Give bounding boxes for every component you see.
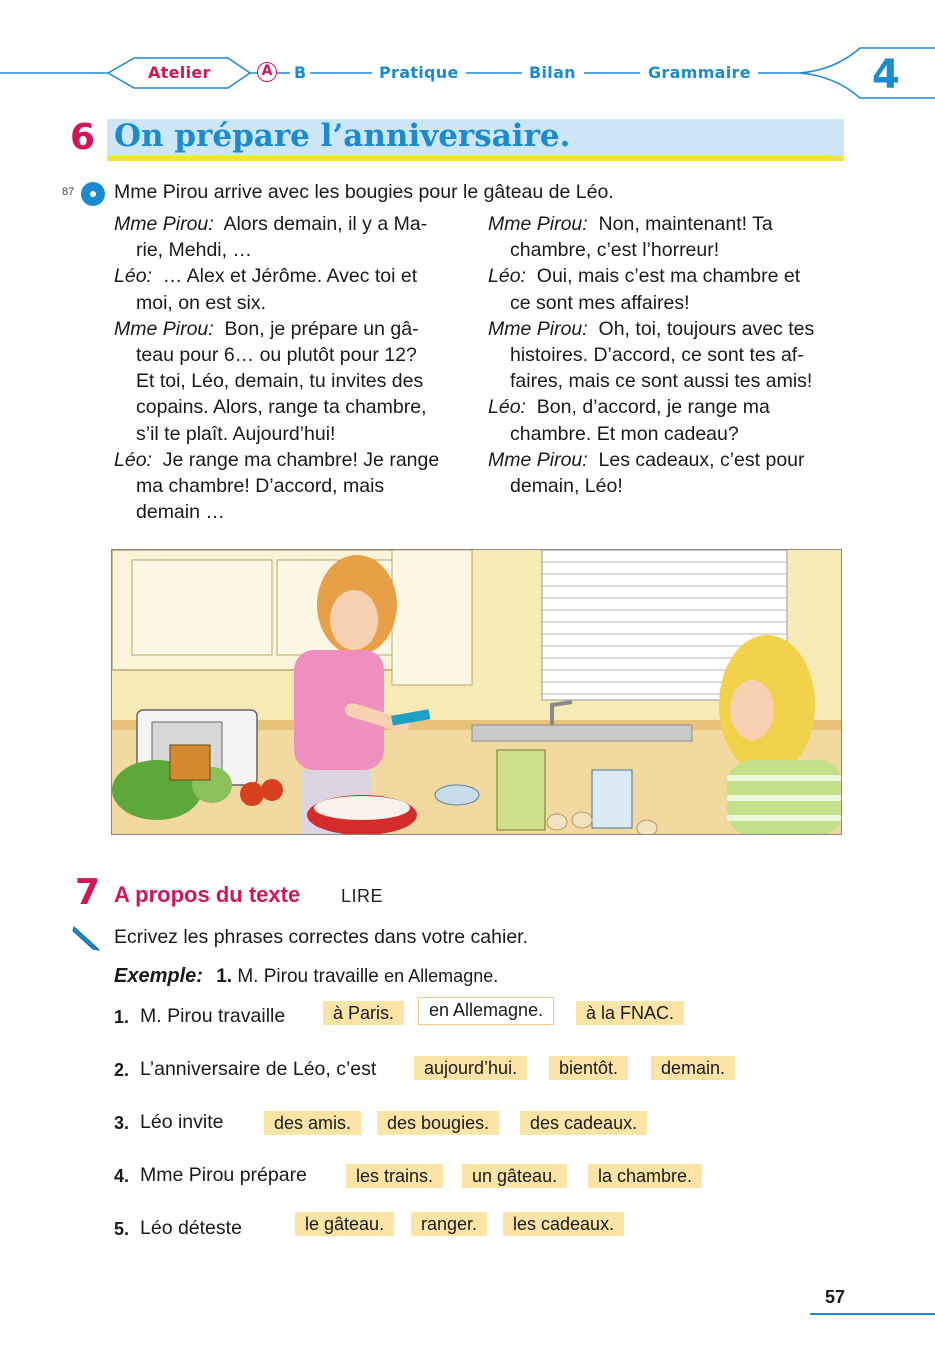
example-number: 1. [216, 966, 233, 987]
dialogue-line: Et toi, Léo, demain, tu invites des [136, 370, 424, 393]
dialogue-line: ce sont mes affaires! [510, 291, 690, 314]
section-7-title: A propos du texte [114, 882, 301, 907]
question-3-text: Léo invite [140, 1111, 224, 1133]
dialogue-left-column [114, 211, 464, 525]
question-1-number: 1. [114, 1007, 130, 1027]
question-2-number: 2. [114, 1060, 130, 1080]
dialogue-line: Bon, je prépare un gâ- [224, 317, 419, 340]
section-6-intro: Mme Pirou arrive avec les bougies pour le gâteau de Léo. [114, 181, 614, 203]
speaker-label: Mme Pirou: [114, 213, 214, 235]
nav-grammaire[interactable]: Grammaire [648, 63, 751, 82]
dialogue-line: copains. Alors, range ta chambre, [136, 396, 427, 419]
question-2-text: L’anniversaire de Léo, c’est [140, 1058, 377, 1080]
question-5-option-3[interactable]: les cadeaux. [503, 1212, 624, 1236]
question-4-option-1[interactable]: les trains. [346, 1164, 443, 1188]
dialogue-turn [114, 316, 464, 447]
question-4-option-2[interactable]: un gâteau. [462, 1164, 567, 1188]
speaker-label: Léo: [488, 265, 526, 288]
question-1-text: M. Pirou travaille [140, 1005, 286, 1027]
dialogue-line: Alors demain, il y a Ma- [223, 213, 428, 235]
dialogue-turn [114, 263, 464, 315]
dialogue-line: faires, mais ce sont aussi tes amis! [510, 370, 813, 393]
dialogue-line: s’il te plaît. Aujourd’hui! [136, 422, 336, 445]
speaker-label: Mme Pirou: [114, 317, 214, 340]
question-3-option-3[interactable]: des cadeaux. [520, 1111, 647, 1135]
question-5-number: 5. [114, 1219, 130, 1239]
section-6-number: 6 [70, 117, 96, 158]
question-1-option-2[interactable]: en Allemagne. [418, 997, 554, 1025]
dialogue-line: Je range ma chambre! Je range [162, 448, 440, 471]
speaker-label: Léo: [114, 265, 152, 288]
question-2-option-3[interactable]: demain. [651, 1056, 735, 1080]
question-4-text: Mme Pirou prépare [140, 1164, 307, 1186]
nav-section-b[interactable]: B [294, 63, 307, 82]
example-answer: en Allemagne. [384, 966, 499, 986]
example-text: M. Pirou travaille [237, 966, 379, 987]
dialogue-turn [488, 263, 843, 315]
dialogue-line: teau pour 6… ou plutôt pour 12? [136, 344, 417, 367]
audio-cd-icon[interactable] [81, 182, 105, 206]
section-6-title: On prépare l’anniversaire. [114, 118, 571, 154]
question-5-option-2[interactable]: ranger. [411, 1212, 487, 1236]
question-2-option-2[interactable]: bientôt. [549, 1056, 628, 1080]
dialogue-turn [114, 447, 464, 526]
page-number-rule [810, 1313, 935, 1315]
nav-bilan[interactable]: Bilan [529, 63, 576, 82]
question-5-text: Léo déteste [140, 1217, 242, 1239]
question-1-option-1[interactable]: à Paris. [323, 1001, 404, 1025]
question-4-option-3[interactable]: la chambre. [588, 1164, 702, 1188]
audio-track-number: 87 [62, 186, 75, 198]
nav-atelier[interactable]: Atelier [148, 63, 211, 82]
dialogue-line: rie, Mehdi, … [136, 239, 252, 262]
dialogue-turn [488, 447, 843, 499]
nav-decoration [0, 40, 935, 110]
dialogue-line: moi, on est six. [136, 291, 267, 314]
speaker-label: Léo: [488, 396, 526, 419]
dialogue-line: Bon, d’accord, je range ma [536, 396, 770, 419]
question-4-number: 4. [114, 1166, 130, 1186]
nav-pratique[interactable]: Pratique [379, 63, 459, 82]
dialogue-line: Oh, toi, toujours avec tes [598, 317, 815, 340]
question-3-number: 3. [114, 1113, 130, 1133]
pencil-icon [71, 924, 101, 952]
dialogue-line: ma chambre! D’accord, mais [136, 475, 385, 498]
dialogue-line: chambre. Et mon cadeau? [510, 422, 739, 445]
page-number: 57 [825, 1287, 846, 1307]
dialogue-line: Les cadeaux, c’est pour [598, 448, 805, 471]
dialogue-turn [488, 394, 843, 446]
dialogue-turn [488, 316, 843, 395]
dialogue-right-column [488, 211, 843, 499]
dialogue-line: demain … [136, 501, 225, 524]
chapter-number: 4 [872, 52, 900, 98]
question-1-option-3[interactable]: à la FNAC. [576, 1001, 684, 1025]
dialogue-line: histoires. D’accord, ce sont tes af- [510, 344, 804, 367]
dialogue-line: Oui, mais c’est ma chambre et [536, 265, 801, 288]
dialogue-turn [488, 211, 843, 263]
speaker-label: Mme Pirou: [488, 448, 588, 471]
dialogue-line: … Alex et Jérôme. Avec toi et [162, 265, 418, 288]
kitchen-illustration [111, 549, 842, 835]
dialogue-line: demain, Léo! [510, 475, 623, 498]
question-5-option-1[interactable]: le gâteau. [295, 1212, 394, 1236]
nav-section-a[interactable]: A [257, 62, 277, 82]
section-7-number: 7 [75, 872, 101, 913]
speaker-label: Léo: [114, 448, 152, 471]
dialogue-line: chambre, c’est l’horreur! [510, 239, 720, 262]
question-3-option-1[interactable]: des amis. [264, 1111, 361, 1135]
dialogue-turn [114, 211, 464, 263]
question-2-option-1[interactable]: aujourd’hui. [414, 1056, 527, 1080]
question-3-option-2[interactable]: des bougies. [377, 1111, 499, 1135]
speaker-label: Mme Pirou: [488, 317, 588, 340]
example-label: Exemple: [114, 965, 203, 987]
example-line [114, 965, 498, 988]
dialogue-line: Non, maintenant! Ta [598, 213, 773, 235]
section-7-skill-tag: LIRE [341, 886, 384, 906]
speaker-label: Mme Pirou: [488, 213, 588, 235]
section-7-instruction: Ecrivez les phrases correctes dans votre cahier. [114, 926, 529, 948]
